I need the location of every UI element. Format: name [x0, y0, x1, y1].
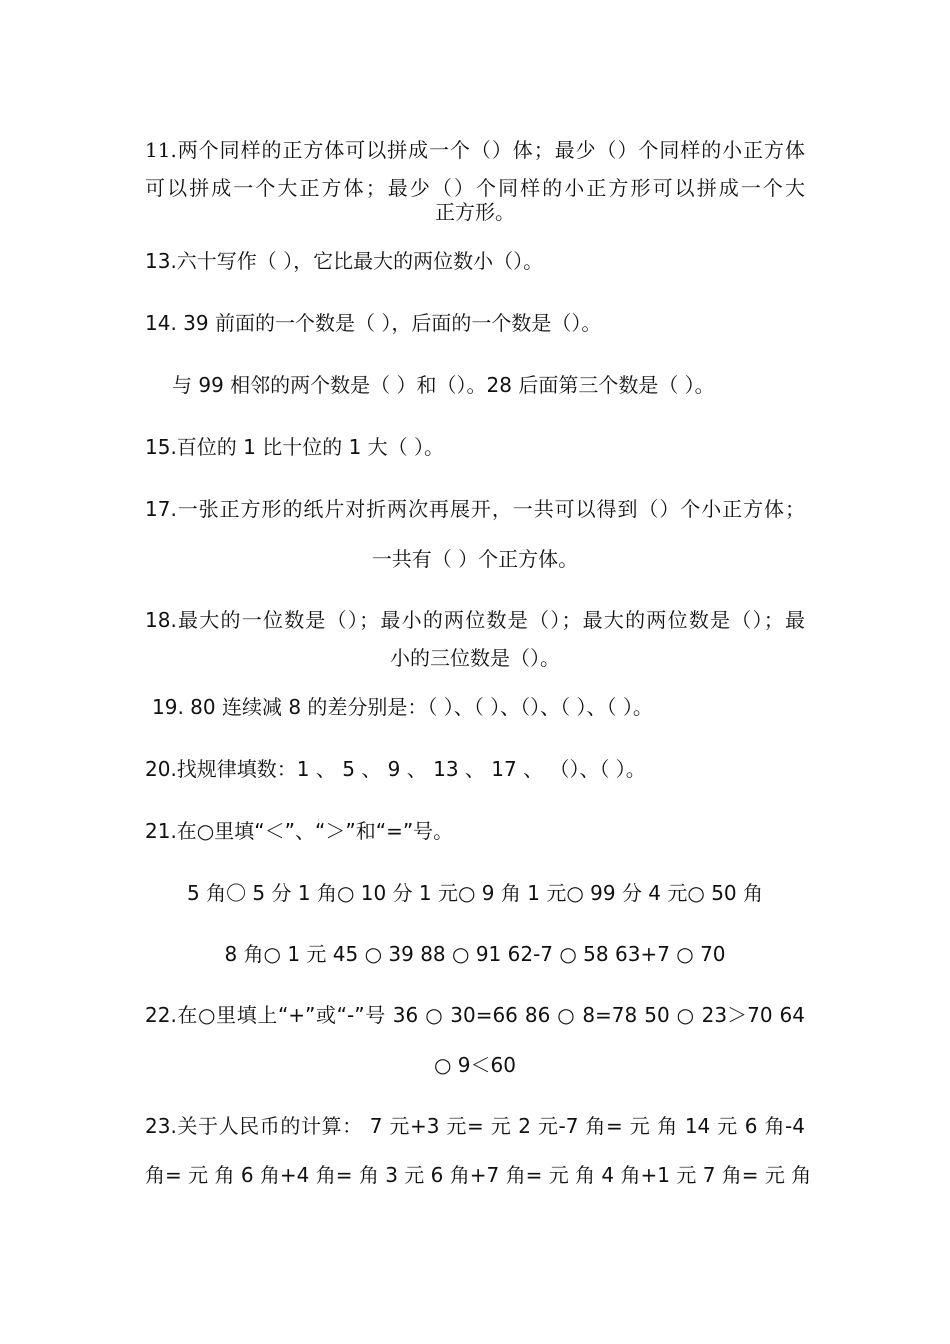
- q22-line-1: 22.在○里填上“+”或“-”号 36 ○ 30=66 86 ○ 8=78 50 ○ 23＞70 64: [145, 1003, 805, 1027]
- q14-line-2: 与 99 相邻的两个数是（ ）和（）。28 后面第三个数是（ ）。: [172, 373, 715, 397]
- q15-text: 15.百位的 1 比十位的 1 大（ ）。: [145, 435, 445, 459]
- q13-text: 13.六十写作（ ），它比最大的两位数小（）。: [145, 249, 544, 273]
- q22-line-2: ○ 9＜60: [434, 1053, 516, 1077]
- q11-line-3: 正方形。: [435, 200, 515, 224]
- q11-line-1: 11.两个同样的正方体可以拼成一个（）体；最少（）个同样的小正方体: [145, 138, 805, 162]
- q20-text: 20.找规律填数：1 、 5 、 9 、 13 、 17 、 （）、（ ）。: [145, 757, 646, 781]
- q18-line-1: 18.最大的一位数是（）；最小的两位数是（）；最大的两位数是（）；最: [145, 608, 805, 632]
- q18-line-2: 小的三位数是（）。: [390, 646, 560, 670]
- q17-line-2: 一共有（ ）个正方体。: [371, 547, 579, 571]
- q17-line-1: 17.一张正方形的纸片对折两次再展开，一共可以得到（）个小正方体；: [145, 497, 805, 521]
- q19-text: 19. 80 连续减 8 的差分别是：（ ）、（ ）、（）、（ ）、（ ）。: [152, 695, 653, 719]
- q14-line-1: 14. 39 前面的一个数是（ ），后面的一个数是（）。: [145, 311, 602, 335]
- q21-line-3: 8 角○ 1 元 45 ○ 39 88 ○ 91 62-7 ○ 58 63+7 ○ 70: [224, 942, 726, 966]
- q21-line-1: 21.在○里填“＜”、“＞”和“=”号。: [145, 819, 454, 843]
- q23-line-2: 角= 元 角 6 角+4 角= 角 3 元 6 角+7 角= 元 角 4 角+1 元 7 角= 元 角: [145, 1163, 812, 1187]
- q21-line-2: 5 角〇 5 分 1 角○ 10 分 1 元○ 9 角 1 元○ 99 分 4 元○ 50 角: [186, 881, 763, 905]
- q11-line-2: 可以拼成一个大正方体；最少（）个同样的小正方形可以拼成一个大: [145, 176, 805, 200]
- q23-line-1: 23.关于人民币的计算： 7 元+3 元= 元 2 元-7 角= 元 角 14 元 6 角-4: [145, 1114, 805, 1138]
